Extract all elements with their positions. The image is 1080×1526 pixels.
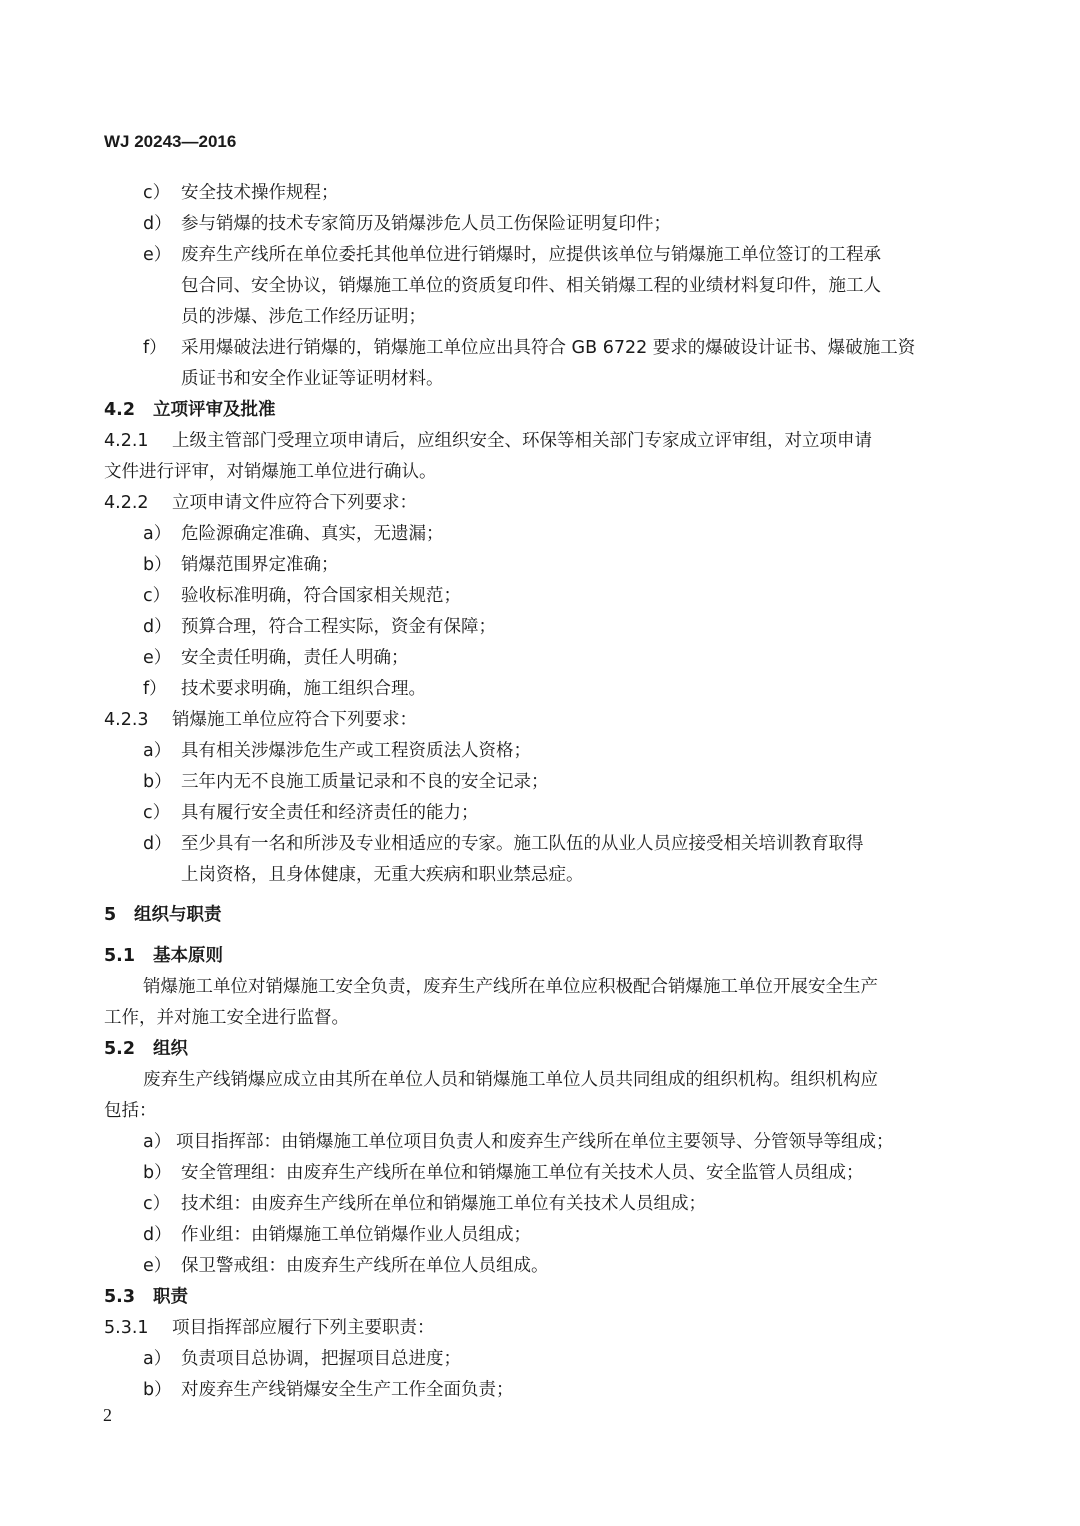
list-number: b）: [143, 1380, 172, 1400]
list-number: a）: [143, 1132, 172, 1152]
list-item-text: 危险源确定准确、真实，无遗漏；: [181, 524, 444, 544]
chapter-heading: 组织与职责: [134, 905, 222, 925]
list-item-text: 项目指挥部：由销爆施工单位项目负责人和废弃生产线所在单位主要领导、分管领导等组成；: [176, 1132, 894, 1152]
list-item-text: 保卫警戒组：由废弃生产线所在单位人员组成。: [181, 1256, 549, 1276]
list-number: c）: [143, 586, 171, 606]
paragraph-text: 工作，并对施工安全进行监督。: [104, 1008, 349, 1028]
list-number: d）: [143, 214, 172, 234]
list-item-text: 包合同、安全协议，销爆施工单位的资质复印件、相关销爆工程的业绩材料复印件，施工人: [181, 276, 881, 296]
list-number: e）: [143, 1256, 172, 1276]
chapter-number: 5: [104, 905, 117, 925]
list-item-text: 具有履行安全责任和经济责任的能力；: [181, 803, 479, 823]
list-item: [143, 181, 170, 205]
list-number: a）: [143, 1349, 172, 1369]
clause-number: 5.3.1: [104, 1318, 149, 1338]
list-number: f）: [143, 338, 167, 358]
list-item-text: 安全责任明确，责任人明确；: [181, 648, 409, 668]
clause-text: 文件进行评审，对销爆施工单位进行确认。: [104, 462, 437, 482]
paragraph-text: 废弃生产线销爆应成立由其所在单位人员和销爆施工单位人员共同组成的组织机构。组织机构应: [143, 1070, 878, 1090]
document-code: WJ 20243—2016: [104, 132, 237, 151]
list-item-text: 预算合理，符合工程实际，资金有保障；: [181, 617, 496, 637]
list-item-text: 采用爆破法进行销爆的，销爆施工单位应出具符合 GB 6722 要求的爆破设计证书、爆破施工资: [181, 338, 916, 358]
list-number: a）: [143, 741, 172, 761]
list-number: e）: [143, 245, 172, 265]
clause-text: 项目指挥部应履行下列主要职责：: [172, 1318, 435, 1338]
list-number: c）: [143, 183, 171, 203]
list-number: f）: [143, 679, 167, 699]
list-item-text: 销爆范围界定准确；: [181, 555, 339, 575]
clause-number: 4.2.3: [104, 710, 149, 730]
list-number: a）: [143, 524, 172, 544]
section-heading: 基本原则: [153, 946, 223, 966]
list-item-text: 质证书和安全作业证等证明材料。: [181, 369, 444, 389]
section-number: 5.1: [104, 946, 136, 966]
list-number: c）: [143, 803, 171, 823]
list-item-text: 作业组：由销爆施工单位销爆作业人员组成；: [181, 1225, 531, 1245]
section-heading: 职责: [153, 1287, 188, 1307]
clause-number: 4.2.1: [104, 431, 149, 451]
list-number: d）: [143, 1225, 172, 1245]
clause-text: 销爆施工单位应符合下列要求：: [172, 710, 417, 730]
list-item-text: 安全管理组：由废弃生产线所在单位和销爆施工单位有关技术人员、安全监管人员组成；: [181, 1163, 864, 1183]
list-item-text: 员的涉爆、涉危工作经历证明；: [181, 307, 426, 327]
list-number: b）: [143, 1163, 172, 1183]
list-item-text: 技术要求明确，施工组织合理。: [181, 679, 426, 699]
list-number: b）: [143, 772, 172, 792]
list-item-text: 具有相关涉爆涉危生产或工程资质法人资格；: [181, 741, 531, 761]
section-number: 5.2: [104, 1039, 136, 1059]
paragraph-text: 销爆施工单位对销爆施工安全负责，废弃生产线所在单位应积极配合销爆施工单位开展安全生产: [143, 977, 878, 997]
list-number: c）: [143, 1194, 171, 1214]
section-number: 4.2: [104, 400, 136, 420]
list-number: b）: [143, 555, 172, 575]
section-heading: 组织: [153, 1039, 188, 1059]
list-number: e）: [143, 648, 172, 668]
list-item-text: 负责项目总协调，把握项目总进度；: [181, 1349, 461, 1369]
list-item-text: 上岗资格，且身体健康，无重大疾病和职业禁忌症。: [181, 865, 584, 885]
list-item-text: 对废弃生产线销爆安全生产工作全面负责；: [181, 1380, 514, 1400]
list-item-text: 技术组：由废弃生产线所在单位和销爆施工单位有关技术人员组成；: [181, 1194, 706, 1214]
list-item-text: 三年内无不良施工质量记录和不良的安全记录；: [181, 772, 549, 792]
list-item-text: 验收标准明确，符合国家相关规范；: [181, 586, 461, 606]
list-item-text: 废弃生产线所在单位委托其他单位进行销爆时，应提供该单位与销爆施工单位签订的工程承: [181, 245, 881, 265]
list-item-text: 安全技术操作规程；: [181, 183, 339, 203]
paragraph-text: 包括：: [104, 1101, 157, 1121]
clause-text: 立项申请文件应符合下列要求：: [172, 493, 417, 513]
section-heading: 立项评审及批准: [153, 400, 276, 420]
clause-number: 4.2.2: [104, 493, 149, 513]
list-item-text: 参与销爆的技术专家简历及销爆涉危人员工伤保险证明复印件；: [181, 214, 671, 234]
list-number: d）: [143, 617, 172, 637]
list-number: d）: [143, 834, 172, 854]
page-number: 2: [103, 1405, 112, 1425]
clause-text: 上级主管部门受理立项申请后，应组织安全、环保等相关部门专家成立评审组，对立项申请: [172, 431, 872, 451]
section-number: 5.3: [104, 1287, 136, 1307]
list-item-text: 至少具有一名和所涉及专业相适应的专家。施工队伍的从业人员应接受相关培训教育取得: [181, 834, 864, 854]
